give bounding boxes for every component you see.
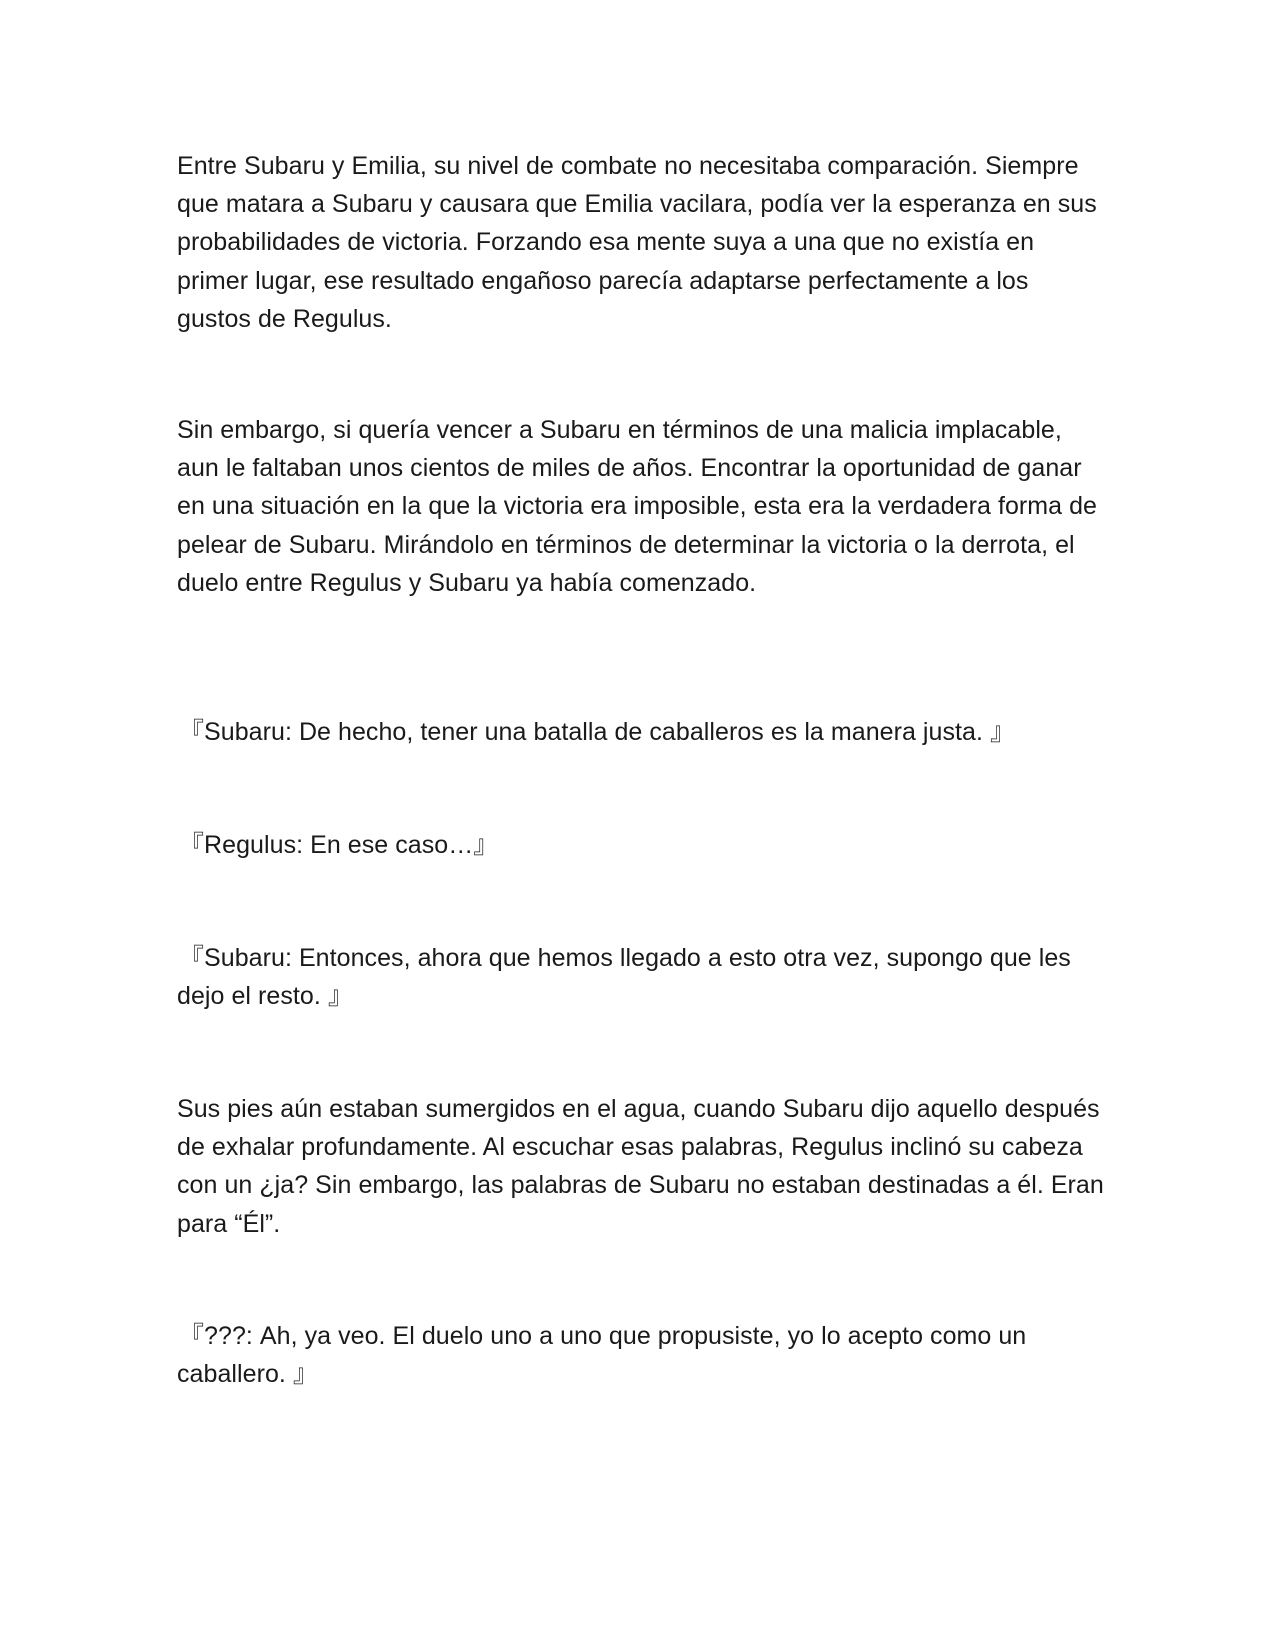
paragraph-narration-3: Sus pies aún estaban sumergidos en el agua, cuando Subaru dijo aquello después de exhalar profundamente. Al escuchar esas palabras, Regulus inclinó su cabeza con un ¿ja? Sin embargo, las palabras de Subaru no estaban destinadas a él. Eran para “Él”. [177,1095,1104,1238]
dialogue-line-subaru-1: 『Subaru: De hecho, tener una batalla de caballeros es la manera justa. 』 [179,718,1016,746]
paragraph-narration-1: Entre Subaru y Emilia, su nivel de combate no necesitaba comparación. Siempre que matara a Subaru y causara que Emilia vacilara, podía ver la esperanza en sus probabilidades de victoria. Forzando esa mente suya a una que no existía en primer lugar, ese resultado engañoso parecía adaptarse perfectamente a los gustos de Regulus. [177,152,1097,333]
dialogue-line-unknown: 『???: Ah, ya veo. El duelo uno a uno que propusiste, yo lo acepto como un caballero. 』 [177,1322,1027,1389]
paragraph-narration-2: Sin embargo, si quería vencer a Subaru en términos de una malicia implacable, aun le faltaban unos cientos de miles de años. Encontrar la oportunidad de ganar en una situación en la que la victoria era imposible, esta era la verdadera forma de pelear de Subaru. Mirándolo en términos de determinar la victoria o la derrota, el duelo entre Regulus y Subaru ya había comenzado. [177,416,1098,597]
dialogue-line-subaru-2: 『Subaru: Entonces, ahora que hemos llegado a esto otra vez, supongo que les dejo el resto. 』 [177,944,1071,1011]
dialogue-line-regulus: 『Regulus: En ese caso…』 [179,831,499,859]
